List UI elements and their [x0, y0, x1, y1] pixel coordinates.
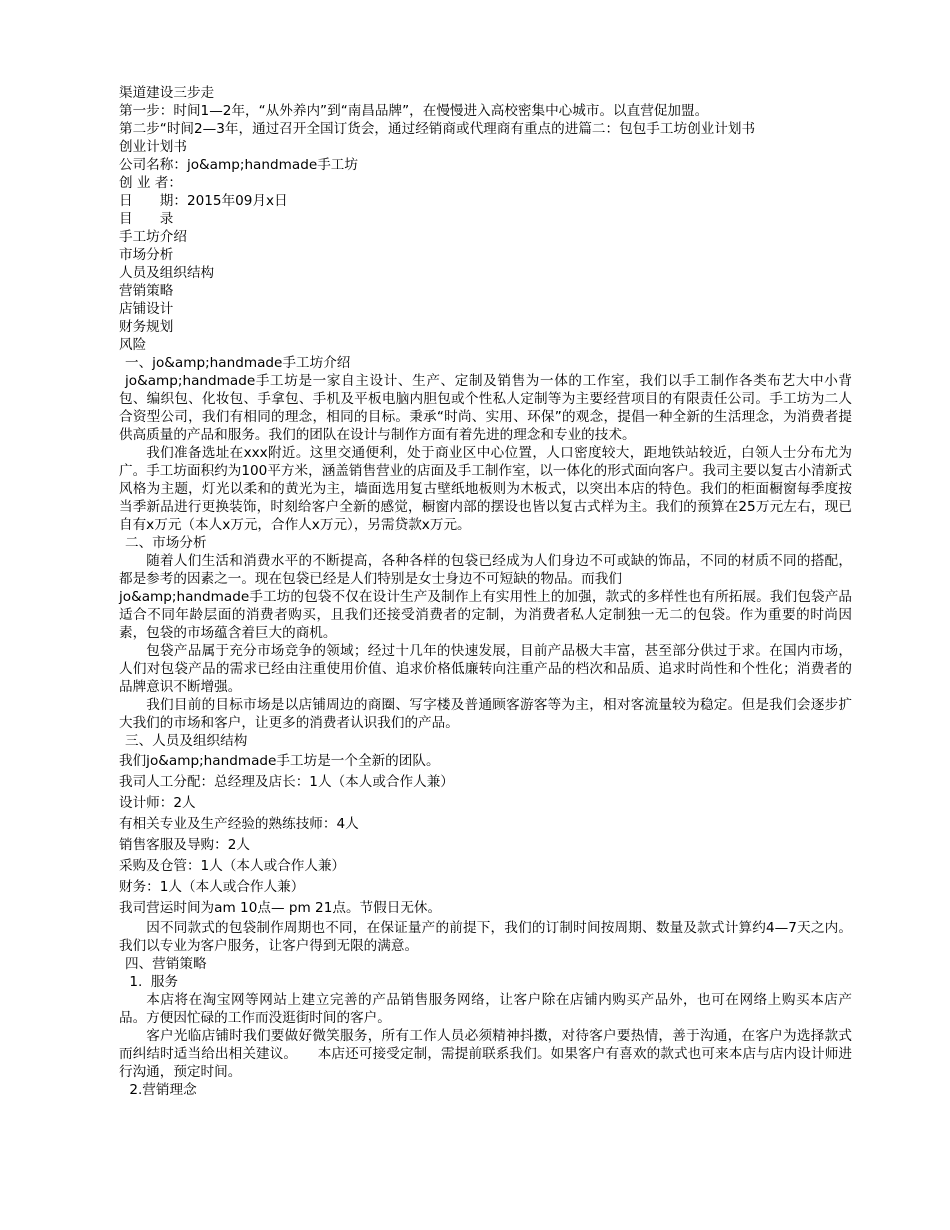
toc-item: 风险	[119, 337, 147, 353]
paragraph: 包袋产品属于充分市场竞争的领域；经过十几年的快速发展，目前产品极大丰富，甚至部分供过于求。在国内市场，人们对包袋产品的需求已经由注重使用价值、追求价格低廉转向注重产品的档次和品质、追求时尚性和个性化；消费者的品牌意识不断增强。	[119, 643, 852, 695]
paragraph: jo&amp;handmade手工坊的包袋不仅在设计生产及制作上有实用性上的加强，款式的多样性也有所拓展。我们包袋产品适合不同年龄层面的消费者购买，且我们还接受消费者的定制，为消费者私人定制独一无二的包袋。作为重要的时尚因素，包袋的市场蕴含着巨大的商机。	[119, 589, 852, 641]
staff-line: 财务：1人（本人或合作人兼）	[119, 879, 305, 895]
founder-line: 创 业 者：	[119, 175, 183, 191]
paragraph: 我们目前的目标市场是以店铺周边的商圈、写字楼及普通顾客游客等为主，相对客流量较为稳定。但是我们会逐步扩大我们的市场和客户，让更多的消费者认识我们的产品。	[119, 697, 852, 731]
toc-item: 财务规划	[119, 319, 174, 335]
paragraph: 因不同款式的包袋制作周期也不同，在保证量产的前提下，我们的订制时间按周期、数量及款式计算约4—7天之内。我们以专业为客户服务，让客户得到无限的满意。	[119, 920, 852, 954]
toc-item: 手工坊介绍	[119, 229, 187, 245]
staff-line: 我们jo&amp;handmade手工坊是一个全新的团队。	[119, 753, 440, 769]
subsection-heading: 2.营销理念	[125, 1082, 197, 1098]
toc-item: 人员及组织结构	[119, 265, 215, 281]
paragraph: 随着人们生活和消费水平的不断提高，各种各样的包袋已经成为人们身边不可或缺的饰品，不同的材质不同的搭配，都是参考的因素之一。现在包袋已经是人们特别是女士身边不可短缺的物品。而我们	[119, 553, 852, 587]
step-one-line: 第一步：时间1—2年，“从外养内”到“南昌品牌”，在慢慢进入高校密集中心城市。以直营促加盟。	[119, 103, 709, 119]
toc-item: 店铺设计	[119, 301, 174, 317]
staff-line: 采购及仓管：1人（本人或合作人兼）	[119, 858, 346, 874]
paragraph: 客户光临店铺时我们要做好微笑服务，所有工作人员必须精神抖擞，对待客户要热情，善于沟通，在客户为选择款式而纠结时适当给出相关建议。 本店还可接受定制，需提前联系我们。如果客户有喜欢的款式也可来本店与店内设计师进行沟通，预定时间。	[119, 1028, 852, 1080]
document-body	[119, 84, 852, 1099]
subsection-heading: 1. 服务	[125, 974, 179, 990]
section-heading: 二、市场分析	[125, 535, 207, 551]
title-line: 渠道建设三步走	[119, 85, 215, 101]
staff-line: 我司人工分配：总经理及店长：1人（本人或合作人兼）	[119, 774, 454, 790]
date-line: 日 期：2015年09月x日	[119, 193, 288, 209]
paragraph: 本店将在淘宝网等网站上建立完善的产品销售服务网络，让客户除在店铺内购买产品外，也可在网络上购买本店产品。方便因忙碌的工作而没逛街时间的客户。	[119, 992, 852, 1026]
paragraph: jo&amp;handmade手工坊是一家自主设计、生产、定制及销售为一体的工作室，我们以手工制作各类布艺大中小背包、编织包、化妆包、手拿包、手机及平板电脑内胆包或个性私人定制等为主要经营项目的有限责任公司。手工坊为二人合资型公司，我们有相同的理念，相同的目标。秉承“时尚、实用、环保”的观念，提倡一种全新的生活理念，为消费者提供高质量的产品和服务。我们的团队在设计与制作方面有着先进的理念和专业的技术。	[119, 373, 852, 443]
section-heading: 一、jo&amp;handmade手工坊介绍	[125, 355, 351, 371]
staff-line: 销售客服及导购：2人	[119, 837, 250, 853]
staff-line: 设计师：2人	[119, 795, 196, 811]
section-heading: 三、人员及组织结构	[125, 733, 248, 749]
step-two-line: 第二步“时间2—3年，通过召开全国订货会，通过经销商或代理商有重点的进篇二：包包手工坊创业计划书	[119, 121, 756, 137]
section-heading: 四、营销策略	[125, 956, 207, 972]
plan-title: 创业计划书	[119, 139, 187, 155]
toc-item: 市场分析	[119, 247, 174, 263]
company-name: 公司名称：jo&amp;handmade手工坊	[119, 157, 358, 173]
staff-line: 有相关专业及生产经验的熟练技师：4人	[119, 816, 359, 832]
paragraph: 我们准备选址在xxx附近。这里交通便利，处于商业区中心位置，人口密度较大，距地铁站较近，白领人士分布尤为广。手工坊面积约为100平方米，涵盖销售营业的店面及手工制作室，以一体化的形式面向客户。我司主要以复古小清新式风格为主题，灯光以柔和的黄光为主，墙面选用复古壁纸地板则为木板式，以突出本店的特色。我们的柜面橱窗每季度按当季新品进行更换装饰，时刻给客户全新的感觉，橱窗内部的摆设也皆以复古式样为主。我们的预算在25万元左右，现已自有x万元（本人x万元，合作人x万元），另需贷款x万元。	[119, 445, 852, 533]
staff-line: 我司营运时间为am 10点— pm 21点。节假日无休。	[119, 900, 442, 916]
toc-heading: 目 录	[119, 211, 174, 227]
toc-item: 营销策略	[119, 283, 174, 299]
